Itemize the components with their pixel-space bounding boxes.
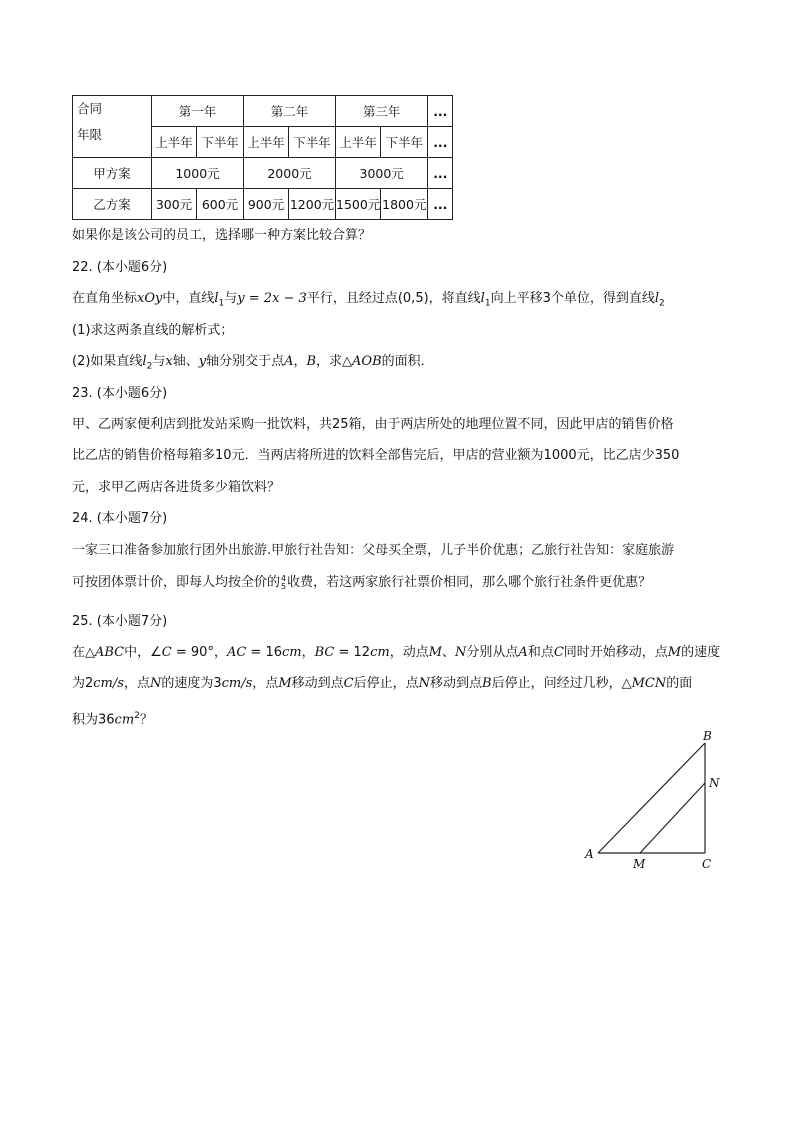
ellipsis-cell: ... bbox=[428, 127, 453, 158]
segment-AB bbox=[598, 743, 705, 853]
plan-b-value: 1200元 bbox=[289, 189, 336, 220]
plan-comparison-table bbox=[72, 95, 453, 220]
label-M: M bbox=[633, 857, 646, 871]
label-N: N bbox=[709, 776, 720, 790]
q24-title: 24. (本小题7分) bbox=[72, 511, 168, 526]
q22-title: 22. (本小题6分) bbox=[72, 260, 168, 275]
segment-MN bbox=[640, 783, 705, 853]
plan-b-value: 600元 bbox=[197, 189, 244, 220]
q22-part2: (2)如果直线$l_2$与x轴、y轴分别交于点A，B，求△AOB的面积． bbox=[72, 354, 434, 372]
plan-b-value: 900元 bbox=[244, 189, 289, 220]
year-3-header: 第三年 bbox=[336, 96, 428, 127]
fraction-four-fifths: 4 5 bbox=[281, 573, 287, 591]
plan-b-label: 乙方案 bbox=[73, 189, 152, 220]
q23-line3: 元，求甲乙两店各进货多少箱饮料？ bbox=[72, 480, 281, 495]
q24-line2: 可按团体票计价，即每人均按全价的 4 5 收费，若这两家旅行社票价相同，那么哪个旅行社条件更优惠？ bbox=[72, 573, 652, 591]
plan-b-value: 300元 bbox=[152, 189, 197, 220]
ellipsis-cell: ... bbox=[428, 96, 453, 127]
year-2-header: 第二年 bbox=[244, 96, 336, 127]
plan-b-value: 1500元 bbox=[336, 189, 381, 220]
plan-a-value: 1000元 bbox=[152, 158, 244, 189]
half-header: 上半年 bbox=[336, 127, 381, 158]
half-header: 下半年 bbox=[289, 127, 336, 158]
half-header: 上半年 bbox=[152, 127, 197, 158]
term-header-cell bbox=[73, 96, 152, 158]
ellipsis-cell: ... bbox=[428, 158, 453, 189]
q25-title: 25. (本小题7分) bbox=[72, 614, 168, 629]
term-label-2: 年限 bbox=[77, 127, 103, 142]
label-C: C bbox=[702, 857, 712, 871]
plan-a-label: 甲方案 bbox=[73, 158, 152, 189]
plan-a-value: 3000元 bbox=[336, 158, 428, 189]
plan-a-value: 2000元 bbox=[244, 158, 336, 189]
triangle-figure bbox=[580, 725, 730, 875]
q25-line2: 为2cm/s，点N的速度为3cm/s，点M移动到点C后停止，点N移动到点B后停止，问经过几秒，△MCN的面 bbox=[72, 676, 693, 691]
plan-b-value: 1800元 bbox=[381, 189, 428, 220]
q21-question: 如果你是该公司的员工，选择哪一种方案比较合算？ bbox=[72, 228, 372, 243]
half-header: 下半年 bbox=[197, 127, 244, 158]
label-B: B bbox=[703, 729, 712, 743]
q25-line3: 积为$36cm^2$？ bbox=[72, 711, 153, 728]
half-header: 上半年 bbox=[244, 127, 289, 158]
q25-line1: 在△ABC中，∠C = 90°，AC = 16cm，BC = 12cm，动点M、N分别从点A和点C同时开始移动，点M的速度 bbox=[72, 645, 721, 660]
q23-line1: 甲、乙两家便利店到批发站采购一批饮料，共25箱，由于两店所处的地理位置不同，因此甲店的销售价格 bbox=[72, 417, 674, 432]
half-header: 下半年 bbox=[381, 127, 428, 158]
label-A: A bbox=[585, 847, 594, 861]
q23-line2: 比乙店的销售价格每箱多10元．当两店将所进的饮料全部售完后，甲店的营业额为1000元，比乙店少350 bbox=[72, 448, 680, 463]
q22-line1: 在直角坐标xOy中，直线$l_1$与y = 2x − 3平行，且经过点(0,5)，将直线$l_1$向上平移3个单位，得到直线$l_2$ bbox=[72, 291, 665, 309]
q24-line1: 一家三口准备参加旅行团外出旅游.甲旅行社告知：父母买全票，儿子半价优惠；乙旅行社告知：家庭旅游 bbox=[72, 543, 675, 558]
ellipsis-cell: ... bbox=[428, 189, 453, 220]
term-label-1: 合同 bbox=[77, 101, 103, 116]
q23-title: 23. (本小题6分) bbox=[72, 386, 168, 401]
year-1-header: 第一年 bbox=[152, 96, 244, 127]
q22-part1: (1)求这两条直线的解析式； bbox=[72, 323, 234, 338]
